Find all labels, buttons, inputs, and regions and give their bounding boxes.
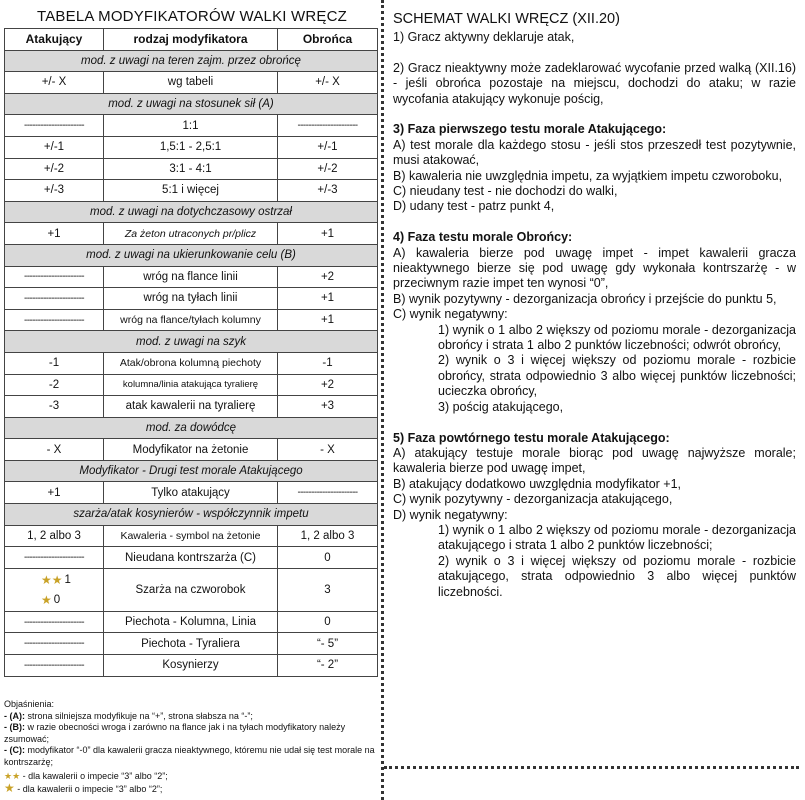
star-icon: ★ — [41, 572, 52, 587]
cell-attacker: +/-1 — [5, 136, 104, 158]
scheme-body — [393, 30, 796, 600]
step-4-a: A) kawaleria bierze pod uwagę impet - impet kawalerii gracza nieaktywnego bierze się pod uwagę gdy wykonała kontrszarżę - w przeciwnym razie impet ten wynosi “0”, — [393, 245, 796, 291]
legend-single-star — [4, 782, 378, 796]
modifiers-panel — [0, 0, 382, 800]
table-row — [5, 180, 378, 202]
cell-attacker-dash: ---------------------- — [5, 288, 104, 310]
step-4-c-3: 3) pościg atakującego, — [438, 399, 564, 414]
cell-attacker: +/- X — [5, 72, 104, 94]
header-attacker: Atakujący — [5, 29, 104, 51]
note-b-text: w razie obecności wroga i zarówno na flance jak i na tyłach modyfikatory należy zsumować; — [4, 722, 346, 744]
star-icon: ★ — [4, 770, 13, 781]
header-defender: Obrońca — [278, 29, 378, 51]
cell-defender: +/-3 — [278, 180, 378, 202]
step-2: 2) Gracz nieaktywny może zadeklarować wycofanie przed walką (XII.16) - jeśli obrońca pozostaje na miejscu, dochodzi do ataku; w razie wycofania atakujący wykonuje pościg, — [393, 60, 796, 106]
table-row — [5, 309, 378, 331]
step-5-a: A) atakujący testuje morale biorąc pod uwagę najwyższe morale; kawaleria bierze pod uwagę impet, — [393, 445, 796, 476]
note-c-text: modyfikator “-0” dla kawalerii gracza nieaktywnego, któremu nie udał się test morale na kontrszarżę; — [4, 745, 375, 767]
table-row — [5, 266, 378, 288]
step-5-heading — [393, 431, 796, 446]
cell-kind: 1,5:1 - 2,5:1 — [104, 136, 278, 158]
cell-attacker-dash: ---------------------- — [5, 115, 104, 137]
cell-attacker: +/-2 — [5, 158, 104, 180]
cell-kind: Piechota - Kolumna, Linia — [104, 611, 278, 633]
step-4-b: B) wynik pozytywny - dezorganizacja obrońcy i przejście do punktu 5, — [393, 291, 777, 306]
table-row — [5, 611, 378, 633]
cell-kind: Atak/obrona kolumną piechoty — [104, 352, 278, 374]
table-row — [5, 655, 378, 677]
cell-kind: wróg na flance linii — [104, 266, 278, 288]
cell-defender: 3 — [278, 568, 378, 611]
cell-attacker: - X — [5, 439, 104, 461]
cell-attacker-dash: ---------------------- — [5, 633, 104, 655]
cell-kind: 5:1 i więcej — [104, 180, 278, 202]
cell-attacker: -2 — [5, 374, 104, 396]
section-row — [5, 93, 378, 115]
cell-kind: Piechota - Tyraliera — [104, 633, 278, 655]
table-row — [5, 482, 378, 504]
table-row — [5, 158, 378, 180]
cell-defender: +/-1 — [278, 136, 378, 158]
legend-double-star — [4, 771, 378, 783]
step-4-c-2: 2) wynik o 3 i więcej większy od poziomu morale - rozbicie obrońcy, strata odpowiednio 3 albo więcej punktów liczebności; ucieczka obrońcy, — [438, 353, 796, 399]
note-a-key: - (A): — [4, 710, 25, 721]
modifiers-table — [4, 28, 378, 677]
section-row — [5, 331, 378, 353]
note-c-key: - (C): — [4, 745, 25, 756]
cell-defender: 0 — [278, 547, 378, 569]
cell-attacker: +1 — [5, 482, 104, 504]
table-row — [5, 72, 378, 94]
section-commander: mod. za dowódcę — [5, 417, 378, 439]
cell-defender-dash: ---------------------- — [278, 115, 378, 137]
cell-attacker-dash: ---------------------- — [5, 655, 104, 677]
cell-kind: Nieudana kontrszarża (C) — [104, 547, 278, 569]
cell-defender: +/-2 — [278, 158, 378, 180]
horizontal-divider — [384, 766, 799, 769]
cell-kind: wg tabeli — [104, 72, 278, 94]
cell-defender: “- 5” — [278, 633, 378, 655]
step-5-d: D) wynik negatywny: — [393, 507, 508, 522]
legend-double-star-text: - dla kawalerii o impecie “3” albo “2”; — [20, 770, 168, 781]
cell-attacker-dash: ---------------------- — [5, 611, 104, 633]
cell-defender: 0 — [278, 611, 378, 633]
table-row — [5, 374, 378, 396]
header-kind: rodzaj modyfikatora — [104, 29, 278, 51]
cell-attacker-dash: ---------------------- — [5, 309, 104, 331]
step-5-c: C) wynik pozytywny - dezorganizacja atakującego, — [393, 492, 673, 507]
section-fire: mod. z uwagi na dotychczasowy ostrzał — [5, 201, 378, 223]
cell-kind: atak kawalerii na tyralierę — [104, 396, 278, 418]
cell-attacker: +1 — [5, 223, 104, 245]
section-row — [5, 460, 378, 482]
step-4-title: 4) Faza testu morale Obrońcy: — [393, 230, 573, 245]
section-formation: mod. z uwagi na szyk — [5, 331, 378, 353]
table-row — [5, 568, 378, 611]
step-3-heading — [393, 122, 796, 137]
step-3-d: D) udany test - patrz punkt 4, — [393, 199, 555, 214]
note-c — [4, 745, 378, 768]
cell-kind: wróg na flance/tyłach kolumny — [104, 309, 278, 331]
cell-kind: Kosynierzy — [104, 655, 278, 677]
cell-attacker-stars — [5, 568, 104, 611]
cell-defender: +3 — [278, 396, 378, 418]
cell-defender: +2 — [278, 374, 378, 396]
cell-defender-dash: ---------------------- — [278, 482, 378, 504]
section-forces: mod. z uwagi na stosunek sił (A) — [5, 93, 378, 115]
table-header-row — [5, 29, 378, 51]
section-row — [5, 244, 378, 266]
double-star-value: 1 — [64, 573, 71, 586]
cell-kind: 3:1 - 4:1 — [104, 158, 278, 180]
cell-defender: +2 — [278, 266, 378, 288]
section-row — [5, 417, 378, 439]
cell-kind: kolumna/linia atakująca tyralierę — [104, 374, 278, 396]
table-row — [5, 223, 378, 245]
step-3-title: 3) Faza pierwszego testu morale Atakującego: — [393, 122, 667, 137]
cell-defender: “- 2” — [278, 655, 378, 677]
cell-attacker-dash: ---------------------- — [5, 266, 104, 288]
cell-defender: -1 — [278, 352, 378, 374]
table-row — [5, 547, 378, 569]
step-3-c: C) nieudany test - nie dochodzi do walki, — [393, 184, 618, 199]
notes-heading: Objaśnienia: — [4, 699, 55, 709]
cell-kind: Kawaleria - symbol na żetonie — [104, 525, 278, 547]
table-title: TABELA MODYFIKATORÓW WALKI WRĘCZ — [36, 8, 348, 25]
notes — [4, 699, 378, 796]
star-icon: ★ — [4, 781, 15, 796]
cell-defender: 1, 2 albo 3 — [278, 525, 378, 547]
cell-defender: +1 — [278, 309, 378, 331]
cell-defender: +1 — [278, 288, 378, 310]
table-row — [5, 525, 378, 547]
note-a — [4, 711, 378, 723]
star-icon: ★ — [12, 770, 21, 781]
cell-kind: 1:1 — [104, 115, 278, 137]
cell-attacker: 1, 2 albo 3 — [5, 525, 104, 547]
table-row — [5, 136, 378, 158]
cell-kind: Modyfikator na żetonie — [104, 439, 278, 461]
table-row — [5, 115, 378, 137]
step-5-title: 5) Faza powtórnego testu morale Atakującego: — [393, 430, 670, 445]
section-row — [5, 50, 378, 72]
section-second-test: Modyfikator - Drugi test morale Atakującego — [5, 460, 378, 482]
section-charge: szarża/atak kosynierów - współczynnik impetu — [5, 504, 378, 526]
step-4-heading — [393, 230, 796, 245]
step-3-b: B) kawaleria nie uwzględnia impetu, za wyjątkiem impetu czworoboku, — [393, 168, 783, 183]
cell-defender: +1 — [278, 223, 378, 245]
table-row — [5, 288, 378, 310]
note-a-text: strona silniejsza modyfikuje na “+”, strona słabsza na “-”; — [25, 710, 253, 721]
step-5-d-1: 1) wynik o 1 albo 2 większy od poziomu morale - dezorganizacja atakującego i strata 1 albo 2 punktów liczebności; — [438, 522, 796, 553]
legend-single-star-text: - dla kawalerii o impecie “3” albo “2”; — [14, 784, 163, 795]
star-icon: ★ — [51, 572, 63, 587]
vertical-divider — [381, 0, 384, 800]
cell-attacker-dash: ---------------------- — [5, 547, 104, 569]
step-5-d-2: 2) wynik o 3 i więcej większy od poziomu morale - rozbicie atakującego, strata odpowiednio 3 albo więcej punktów liczebności. — [438, 553, 796, 599]
note-b-key: - (B): — [4, 722, 25, 733]
cell-defender: +/- X — [278, 72, 378, 94]
step-4-c-1: 1) wynik o 1 albo 2 większy od poziomu morale - dezorganizacja obrońcy i strata 1 albo 2 punktów liczebności; odwrót obrońcy, — [438, 322, 796, 353]
table-row — [5, 352, 378, 374]
section-row — [5, 504, 378, 526]
single-star-value: 0 — [53, 593, 61, 606]
cell-kind: Szarża na czworobok — [104, 568, 278, 611]
cell-kind: Za żeton utraconych pr/plicz — [104, 223, 278, 245]
cell-attacker: -1 — [5, 352, 104, 374]
cell-attacker: +/-3 — [5, 180, 104, 202]
cell-defender: - X — [278, 439, 378, 461]
scheme-title: SCHEMAT WALKI WRĘCZ (XII.20) — [393, 11, 620, 27]
table-row — [5, 396, 378, 418]
cell-kind: wróg na tyłach linii — [104, 288, 278, 310]
cell-kind: Tylko atakujący — [104, 482, 278, 504]
note-b — [4, 722, 378, 745]
single-star-line — [5, 590, 103, 610]
star-icon: ★ — [41, 592, 52, 607]
section-row — [5, 201, 378, 223]
double-star-line — [5, 570, 103, 590]
section-terrain: mod. z uwagi na teren zajm. przez obrońcę — [5, 50, 378, 72]
cell-attacker: -3 — [5, 396, 104, 418]
step-4-c: C) wynik negatywny: — [393, 307, 508, 322]
step-3-a: A) test morale dla każdego stosu - jeśli stos przeszedł test pozytywnie, musi atakować, — [393, 137, 796, 168]
table-row — [5, 633, 378, 655]
section-direction: mod. z uwagi na ukierunkowanie celu (B) — [5, 244, 378, 266]
step-1: 1) Gracz aktywny deklaruje atak, — [393, 30, 575, 44]
table-row — [5, 439, 378, 461]
step-5-b: B) atakujący dodatkowo uwzględnia modyfikator +1, — [393, 476, 682, 491]
